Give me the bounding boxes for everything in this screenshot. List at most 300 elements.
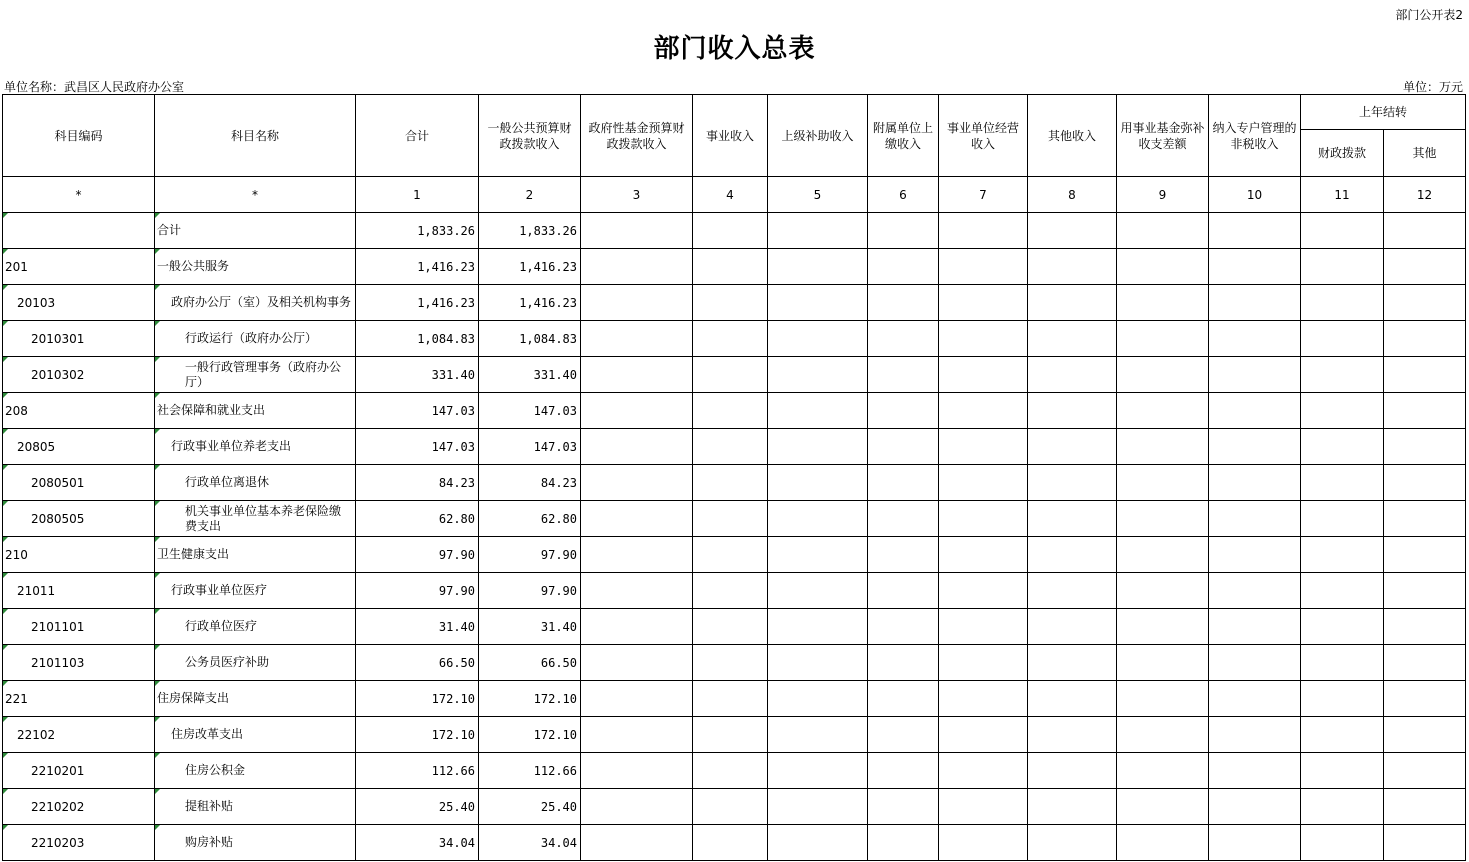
general-budget-cell: 62.80	[479, 501, 581, 537]
total-cell: 66.50	[356, 645, 479, 681]
empty-cell	[1301, 789, 1384, 825]
total-cell: 112.66	[356, 753, 479, 789]
total-cell: 34.04	[356, 825, 479, 861]
total-cell: 31.40	[356, 609, 479, 645]
empty-cell	[768, 717, 868, 753]
empty-cell	[1384, 573, 1466, 609]
index-cell: *	[3, 177, 155, 213]
table-row	[3, 753, 1466, 789]
general-budget-cell: 97.90	[479, 573, 581, 609]
name-cell: 住房保障支出	[155, 681, 356, 717]
empty-cell	[868, 249, 939, 285]
empty-cell	[1209, 213, 1301, 249]
col-header-name: 科目名称	[155, 95, 356, 177]
empty-cell	[1117, 393, 1209, 429]
empty-cell	[1384, 321, 1466, 357]
income-table	[2, 94, 1466, 861]
empty-cell	[1384, 753, 1466, 789]
code-cell: 20103	[3, 285, 155, 321]
empty-cell	[693, 213, 768, 249]
code-cell: 2101101	[3, 609, 155, 645]
empty-cell	[581, 465, 693, 501]
empty-cell	[868, 465, 939, 501]
empty-cell	[1209, 501, 1301, 537]
empty-cell	[939, 609, 1028, 645]
empty-cell	[581, 501, 693, 537]
empty-cell	[768, 393, 868, 429]
empty-cell	[868, 357, 939, 393]
empty-cell	[581, 717, 693, 753]
empty-cell	[1028, 465, 1117, 501]
name-cell: 合计	[155, 213, 356, 249]
empty-cell	[1209, 357, 1301, 393]
total-cell: 62.80	[356, 501, 479, 537]
total-cell: 97.90	[356, 537, 479, 573]
empty-cell	[1028, 249, 1117, 285]
empty-cell	[939, 249, 1028, 285]
empty-cell	[868, 717, 939, 753]
empty-cell	[1301, 393, 1384, 429]
empty-cell	[1117, 465, 1209, 501]
empty-cell	[939, 429, 1028, 465]
table-row	[3, 393, 1466, 429]
empty-cell	[693, 789, 768, 825]
empty-cell	[1384, 825, 1466, 861]
col-header-general-budget: 一般公共预算财政拨款收入	[479, 95, 581, 177]
empty-cell	[1117, 429, 1209, 465]
total-cell: 147.03	[356, 393, 479, 429]
table-row	[3, 429, 1466, 465]
empty-cell	[581, 357, 693, 393]
name-cell: 机关事业单位基本养老保险缴费支出	[155, 501, 356, 537]
empty-cell	[693, 825, 768, 861]
empty-cell	[693, 321, 768, 357]
empty-cell	[1028, 501, 1117, 537]
code-cell: 21011	[3, 573, 155, 609]
empty-cell	[1301, 285, 1384, 321]
name-cell: 购房补贴	[155, 825, 356, 861]
col-header-other-income: 其他收入	[1028, 95, 1117, 177]
empty-cell	[768, 537, 868, 573]
empty-cell	[939, 717, 1028, 753]
empty-cell	[1301, 357, 1384, 393]
code-cell: 2210203	[3, 825, 155, 861]
index-cell: 8	[1028, 177, 1117, 213]
empty-cell	[1117, 537, 1209, 573]
empty-cell	[693, 645, 768, 681]
empty-cell	[1117, 645, 1209, 681]
empty-cell	[1209, 609, 1301, 645]
unit-name-label: 单位名称：武昌区人民政府办公室	[4, 80, 185, 94]
index-cell: 12	[1384, 177, 1466, 213]
empty-cell	[581, 321, 693, 357]
empty-cell	[693, 249, 768, 285]
code-cell: 2080501	[3, 465, 155, 501]
table-row	[3, 357, 1466, 393]
empty-cell	[868, 285, 939, 321]
general-budget-cell: 84.23	[479, 465, 581, 501]
empty-cell	[1028, 789, 1117, 825]
name-cell: 一般公共服务	[155, 249, 356, 285]
empty-cell	[1384, 465, 1466, 501]
empty-cell	[1028, 429, 1117, 465]
empty-cell	[1209, 465, 1301, 501]
col-header-affiliated: 附属单位上缴收入	[868, 95, 939, 177]
empty-cell	[1028, 825, 1117, 861]
empty-cell	[693, 573, 768, 609]
col-header-superior-subsidy: 上级补助收入	[768, 95, 868, 177]
empty-cell	[693, 465, 768, 501]
empty-cell	[939, 753, 1028, 789]
empty-cell	[939, 285, 1028, 321]
empty-cell	[939, 537, 1028, 573]
name-cell: 提租补贴	[155, 789, 356, 825]
table-number-label: 部门公开表2	[1395, 8, 1463, 22]
table-row	[3, 321, 1466, 357]
empty-cell	[581, 825, 693, 861]
empty-cell	[581, 753, 693, 789]
empty-cell	[693, 501, 768, 537]
empty-cell	[1301, 825, 1384, 861]
empty-cell	[1301, 429, 1384, 465]
empty-cell	[868, 537, 939, 573]
empty-cell	[1028, 609, 1117, 645]
code-cell: 2210202	[3, 789, 155, 825]
table-row	[3, 501, 1466, 537]
empty-cell	[1209, 789, 1301, 825]
empty-cell	[1028, 573, 1117, 609]
empty-cell	[939, 645, 1028, 681]
code-cell: 2101103	[3, 645, 155, 681]
col-header-carryover-other: 其他	[1384, 130, 1466, 177]
table-row	[3, 465, 1466, 501]
col-header-gov-fund: 政府性基金预算财政拨款收入	[581, 95, 693, 177]
general-budget-cell: 34.04	[479, 825, 581, 861]
empty-cell	[1384, 357, 1466, 393]
empty-cell	[1117, 609, 1209, 645]
col-header-fund-compensation: 用事业基金弥补收支差额	[1117, 95, 1209, 177]
index-row	[3, 177, 1466, 213]
empty-cell	[1384, 789, 1466, 825]
general-budget-cell: 331.40	[479, 357, 581, 393]
empty-cell	[693, 393, 768, 429]
empty-cell	[1384, 645, 1466, 681]
empty-cell	[939, 501, 1028, 537]
empty-cell	[1384, 429, 1466, 465]
empty-cell	[768, 357, 868, 393]
name-cell: 卫生健康支出	[155, 537, 356, 573]
empty-cell	[1384, 537, 1466, 573]
empty-cell	[1117, 717, 1209, 753]
total-cell: 97.90	[356, 573, 479, 609]
empty-cell	[768, 429, 868, 465]
empty-cell	[1028, 681, 1117, 717]
empty-cell	[1117, 285, 1209, 321]
name-cell: 社会保障和就业支出	[155, 393, 356, 429]
total-cell: 1,833.26	[356, 213, 479, 249]
empty-cell	[1301, 249, 1384, 285]
empty-cell	[868, 501, 939, 537]
code-cell: 2010302	[3, 357, 155, 393]
col-header-operating: 事业单位经营收入	[939, 95, 1028, 177]
empty-cell	[1209, 249, 1301, 285]
empty-cell	[1028, 393, 1117, 429]
index-cell: *	[155, 177, 356, 213]
total-cell: 1,416.23	[356, 249, 479, 285]
empty-cell	[1028, 753, 1117, 789]
empty-cell	[768, 609, 868, 645]
empty-cell	[1028, 285, 1117, 321]
empty-cell	[1301, 753, 1384, 789]
index-cell: 10	[1209, 177, 1301, 213]
empty-cell	[581, 285, 693, 321]
empty-cell	[768, 285, 868, 321]
empty-cell	[939, 321, 1028, 357]
empty-cell	[581, 249, 693, 285]
table-row	[3, 285, 1466, 321]
general-budget-cell: 172.10	[479, 717, 581, 753]
empty-cell	[939, 213, 1028, 249]
empty-cell	[1384, 285, 1466, 321]
total-cell: 1,416.23	[356, 285, 479, 321]
table-row	[3, 537, 1466, 573]
empty-cell	[1028, 321, 1117, 357]
empty-cell	[1117, 213, 1209, 249]
empty-cell	[1117, 753, 1209, 789]
empty-cell	[1117, 681, 1209, 717]
index-cell: 9	[1117, 177, 1209, 213]
empty-cell	[939, 393, 1028, 429]
empty-cell	[1028, 357, 1117, 393]
total-cell: 172.10	[356, 681, 479, 717]
empty-cell	[939, 681, 1028, 717]
empty-cell	[1384, 213, 1466, 249]
table-row	[3, 609, 1466, 645]
page-title: 部门收入总表	[653, 34, 816, 64]
index-cell: 1	[356, 177, 479, 213]
empty-cell	[1117, 573, 1209, 609]
empty-cell	[1117, 321, 1209, 357]
col-header-carryover-fiscal: 财政拨款	[1301, 130, 1384, 177]
col-header-carryover: 上年结转	[1301, 95, 1466, 130]
name-cell: 行政事业单位医疗	[155, 573, 356, 609]
empty-cell	[1384, 609, 1466, 645]
table-row	[3, 645, 1466, 681]
empty-cell	[1028, 213, 1117, 249]
code-cell: 20805	[3, 429, 155, 465]
empty-cell	[768, 321, 868, 357]
empty-cell	[1301, 537, 1384, 573]
empty-cell	[868, 573, 939, 609]
empty-cell	[693, 717, 768, 753]
code-cell: 2210201	[3, 753, 155, 789]
code-cell: 2080505	[3, 501, 155, 537]
empty-cell	[868, 393, 939, 429]
name-cell: 住房公积金	[155, 753, 356, 789]
empty-cell	[1117, 249, 1209, 285]
empty-cell	[868, 789, 939, 825]
empty-cell	[768, 213, 868, 249]
total-cell: 172.10	[356, 717, 479, 753]
name-cell: 行政事业单位养老支出	[155, 429, 356, 465]
empty-cell	[1384, 249, 1466, 285]
empty-cell	[1301, 465, 1384, 501]
general-budget-cell: 1,833.26	[479, 213, 581, 249]
empty-cell	[768, 573, 868, 609]
empty-cell	[939, 465, 1028, 501]
empty-cell	[768, 645, 868, 681]
general-budget-cell: 172.10	[479, 681, 581, 717]
empty-cell	[1384, 393, 1466, 429]
empty-cell	[693, 609, 768, 645]
name-cell: 行政运行（政府办公厅）	[155, 321, 356, 357]
code-cell: 22102	[3, 717, 155, 753]
col-header-non-tax: 纳入专户管理的非税收入	[1209, 95, 1301, 177]
empty-cell	[581, 609, 693, 645]
empty-cell	[1117, 357, 1209, 393]
index-cell: 7	[939, 177, 1028, 213]
code-cell: 221	[3, 681, 155, 717]
empty-cell	[1028, 645, 1117, 681]
empty-cell	[581, 537, 693, 573]
empty-cell	[581, 393, 693, 429]
empty-cell	[1209, 429, 1301, 465]
index-cell: 6	[868, 177, 939, 213]
empty-cell	[1209, 573, 1301, 609]
empty-cell	[1117, 789, 1209, 825]
total-cell: 84.23	[356, 465, 479, 501]
empty-cell	[1209, 717, 1301, 753]
empty-cell	[939, 573, 1028, 609]
total-cell: 25.40	[356, 789, 479, 825]
unit-label: 单位：万元	[1402, 80, 1463, 94]
empty-cell	[1301, 645, 1384, 681]
name-cell: 一般行政管理事务（政府办公厅）	[155, 357, 356, 393]
empty-cell	[868, 609, 939, 645]
empty-cell	[581, 213, 693, 249]
empty-cell	[693, 285, 768, 321]
table-row	[3, 681, 1466, 717]
empty-cell	[693, 357, 768, 393]
empty-cell	[693, 681, 768, 717]
code-cell: 201	[3, 249, 155, 285]
general-budget-cell: 1,416.23	[479, 249, 581, 285]
table-row	[3, 717, 1466, 753]
empty-cell	[1117, 501, 1209, 537]
total-cell: 1,084.83	[356, 321, 479, 357]
index-cell: 4	[693, 177, 768, 213]
general-budget-cell: 147.03	[479, 393, 581, 429]
empty-cell	[1117, 825, 1209, 861]
total-cell: 147.03	[356, 429, 479, 465]
code-cell: 208	[3, 393, 155, 429]
col-header-business: 事业收入	[693, 95, 768, 177]
empty-cell	[868, 753, 939, 789]
general-budget-cell: 147.03	[479, 429, 581, 465]
empty-cell	[1209, 321, 1301, 357]
total-cell: 331.40	[356, 357, 479, 393]
table-row	[3, 789, 1466, 825]
empty-cell	[1209, 645, 1301, 681]
col-header-code: 科目编码	[3, 95, 155, 177]
empty-cell	[768, 465, 868, 501]
empty-cell	[939, 789, 1028, 825]
empty-cell	[581, 789, 693, 825]
empty-cell	[768, 789, 868, 825]
general-budget-cell: 97.90	[479, 537, 581, 573]
empty-cell	[1209, 393, 1301, 429]
general-budget-cell: 112.66	[479, 753, 581, 789]
empty-cell	[868, 321, 939, 357]
empty-cell	[693, 429, 768, 465]
general-budget-cell: 1,084.83	[479, 321, 581, 357]
empty-cell	[1384, 681, 1466, 717]
name-cell: 住房改革支出	[155, 717, 356, 753]
table-row	[3, 213, 1466, 249]
empty-cell	[768, 501, 868, 537]
empty-cell	[1028, 537, 1117, 573]
empty-cell	[1384, 501, 1466, 537]
empty-cell	[1209, 681, 1301, 717]
name-cell: 公务员医疗补助	[155, 645, 356, 681]
empty-cell	[1301, 501, 1384, 537]
empty-cell	[1209, 753, 1301, 789]
empty-cell	[1209, 285, 1301, 321]
empty-cell	[581, 573, 693, 609]
table-row	[3, 825, 1466, 861]
empty-cell	[1301, 213, 1384, 249]
empty-cell	[1301, 717, 1384, 753]
empty-cell	[581, 681, 693, 717]
general-budget-cell: 66.50	[479, 645, 581, 681]
empty-cell	[768, 249, 868, 285]
code-cell	[3, 213, 155, 249]
empty-cell	[868, 681, 939, 717]
name-cell: 行政单位医疗	[155, 609, 356, 645]
empty-cell	[868, 645, 939, 681]
table-row	[3, 249, 1466, 285]
empty-cell	[868, 213, 939, 249]
empty-cell	[1028, 717, 1117, 753]
empty-cell	[1384, 717, 1466, 753]
empty-cell	[868, 825, 939, 861]
empty-cell	[1301, 609, 1384, 645]
empty-cell	[768, 825, 868, 861]
empty-cell	[1209, 537, 1301, 573]
empty-cell	[581, 429, 693, 465]
code-cell: 210	[3, 537, 155, 573]
index-cell: 11	[1301, 177, 1384, 213]
empty-cell	[693, 537, 768, 573]
index-cell: 5	[768, 177, 868, 213]
general-budget-cell: 25.40	[479, 789, 581, 825]
empty-cell	[768, 681, 868, 717]
empty-cell	[768, 753, 868, 789]
name-cell: 行政单位离退休	[155, 465, 356, 501]
index-cell: 2	[479, 177, 581, 213]
index-cell: 3	[581, 177, 693, 213]
empty-cell	[1301, 573, 1384, 609]
empty-cell	[868, 429, 939, 465]
general-budget-cell: 1,416.23	[479, 285, 581, 321]
empty-cell	[581, 645, 693, 681]
empty-cell	[939, 825, 1028, 861]
code-cell: 2010301	[3, 321, 155, 357]
empty-cell	[1301, 321, 1384, 357]
general-budget-cell: 31.40	[479, 609, 581, 645]
col-header-total: 合计	[356, 95, 479, 177]
name-cell: 政府办公厅（室）及相关机构事务	[155, 285, 356, 321]
